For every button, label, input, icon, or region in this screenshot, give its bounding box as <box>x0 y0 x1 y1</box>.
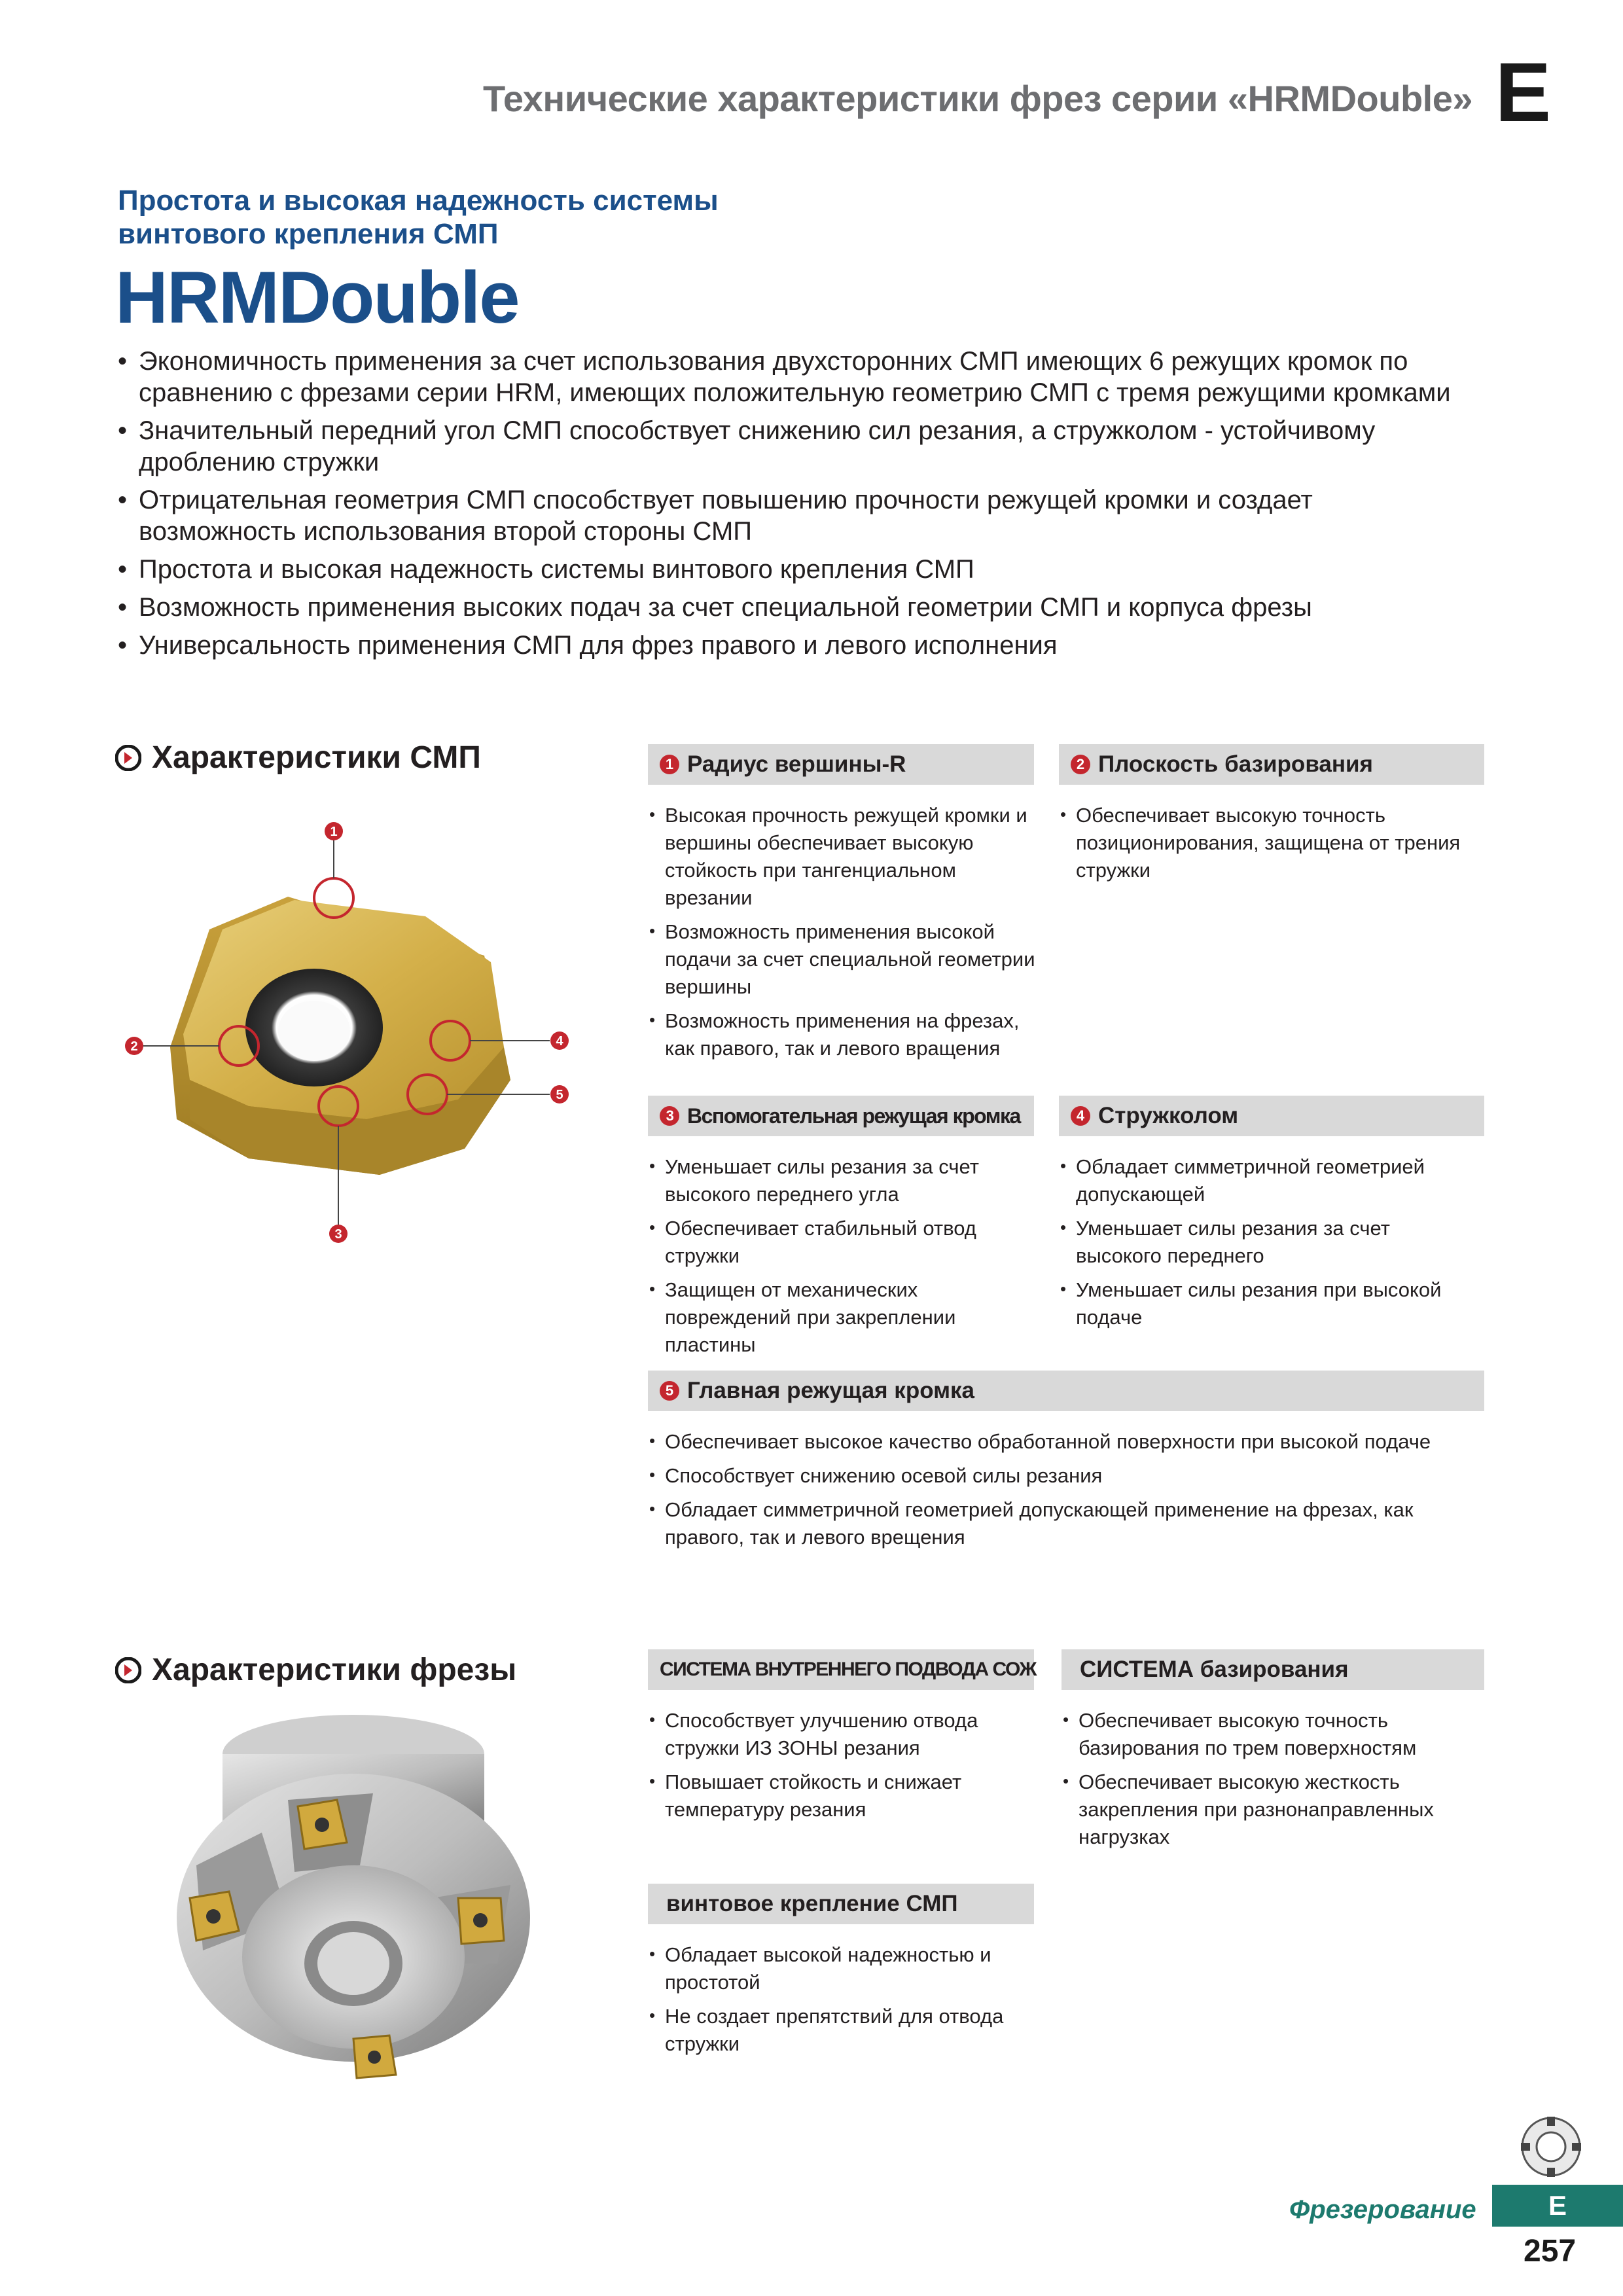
subtitle-line-2: винтового крепления СМП <box>118 218 499 250</box>
intro-bullet: • Возможность применения высоких подач за счет специальной геометрии СМП и корпуса фрезы <box>118 592 1459 623</box>
feature-item: • Возможность применения на фрезах, как правого, так и левого вращения <box>648 1007 1041 1062</box>
feature-header-5 <box>648 1371 1484 1411</box>
feature-title: СИСТЕМА ВНУТРЕННЕГО ПОДВОДА СОЖ <box>660 1659 1037 1680</box>
feature-list-5 <box>648 1428 1492 1558</box>
feature-title: Главная режущая кромка <box>687 1378 974 1403</box>
feature-list-4 <box>1059 1153 1478 1338</box>
cutter-section-title: Характеристики фрезы <box>152 1653 517 1687</box>
cutter-feature-header-2 <box>1061 1649 1484 1690</box>
footer-category: Фрезерование <box>1289 2195 1476 2224</box>
feature-number-badge: 3 <box>660 1106 679 1126</box>
page-number: 257 <box>1524 2234 1577 2269</box>
intro-bullet: • Значительный передний угол СМП способствует снижению сил резания, а стружколом - устойчивому дроблению стружки <box>118 415 1459 478</box>
feature-number-badge: 4 <box>1071 1106 1090 1126</box>
feature-item: • Обеспечивает высокую точность базирования по трем поверхностям <box>1061 1707 1480 1762</box>
arrow-circle-icon <box>115 745 141 771</box>
feature-title: СИСТЕМА базирования <box>1080 1657 1349 1682</box>
subtitle-line-1: Простота и высокая надежность системы <box>118 185 719 217</box>
feature-header-1 <box>648 744 1034 785</box>
insert-screw <box>315 1818 329 1832</box>
callout-number-3: 3 <box>334 1227 342 1242</box>
cutter-feature-header-1 <box>648 1649 1037 1690</box>
feature-item: • Обладает высокой надежностью и простотой <box>648 1941 1041 1996</box>
feature-item: • Способствует улучшению отвода стружки ИЗ ЗОНЫ резания <box>648 1707 1041 1762</box>
feature-title: Вспомогательная режущая кромка <box>687 1103 1020 1128</box>
cutter-feature-list-3 <box>648 1941 1041 2064</box>
feature-item: • Возможность применения высокой подачи за счет специальной геометрии вершины <box>648 918 1041 1001</box>
feature-item: • Способствует снижению осевой силы резания <box>648 1462 1492 1490</box>
feature-list-1 <box>648 802 1041 1069</box>
intro-bullet: • Универсальность применения СМП для фрез правого и левого исполнения <box>118 630 1459 661</box>
insert-screw <box>368 2051 381 2064</box>
footer-section-tab: E <box>1492 2185 1623 2227</box>
feature-number-badge: 5 <box>660 1381 679 1401</box>
feature-header-2 <box>1059 744 1484 785</box>
page-header-title: Технические характеристики фрез серии «HRMDouble» <box>482 78 1472 119</box>
cutter-section-heading <box>115 1652 516 1688</box>
cutter-feature-list-2 <box>1061 1707 1480 1857</box>
intro-bullet-list <box>118 346 1459 668</box>
insert-screw <box>473 1913 488 1928</box>
feature-item: • Обеспечивает стабильный отвод стружки <box>648 1215 1041 1270</box>
feature-title: винтовое крепление СМП <box>666 1891 958 1916</box>
feature-item: • Уменьшает силы резания за счет высокого переднего угла <box>648 1153 1041 1208</box>
callout-number-1: 1 <box>330 825 338 839</box>
feature-header-3 <box>648 1096 1034 1136</box>
feature-item: • Обеспечивает высокую жесткость закрепления при разнонаправленных нагрузках <box>1061 1768 1480 1851</box>
feature-header-4 <box>1059 1096 1484 1136</box>
insert-section-heading <box>115 740 481 776</box>
feature-number-badge: 2 <box>1071 755 1090 774</box>
feature-item: • Уменьшает силы резания за счет высокого переднего <box>1059 1215 1478 1270</box>
brand-title: HRMDouble <box>115 257 519 338</box>
callout-number-5: 5 <box>556 1088 563 1102</box>
feature-title: Радиус вершины-R <box>687 751 906 777</box>
feature-item: • Не создает препятствий для отвода стружки <box>648 2003 1041 2058</box>
feature-item: • Повышает стойкость и снижает температуру резания <box>648 1768 1041 1823</box>
callout-number-4: 4 <box>556 1034 563 1049</box>
insert-hole-bore <box>278 1001 350 1061</box>
footer-cutter-icon <box>1518 2114 1584 2179</box>
feature-title: Плоскость базирования <box>1098 751 1373 777</box>
intro-bullet: • Отрицательная геометрия СМП способствует повышению прочности режущей кромки и создает возможность использования второй стороны СМП <box>118 484 1459 547</box>
feature-item: • Обеспечивает высокую точность позиционирования, защищена от трения стружки <box>1059 802 1478 884</box>
intro-bullet: • Простота и высокая надежность системы винтового крепления СМП <box>118 554 1459 585</box>
milling-cutter-illustration <box>157 1702 537 2081</box>
intro-bullet: • Экономичность применения за счет использования двухсторонних СМП имеющих 6 режущих кромок по сравнению с фрезами серии HRM, имеющих положительную геометрию СМП с тремя режущими кромками <box>118 346 1459 408</box>
cutter-feature-list-1 <box>648 1707 1041 1830</box>
feature-item: • Высокая прочность режущей кромки и вершины обеспечивает высокую стойкость при тангенциальном врезании <box>648 802 1041 912</box>
insert-illustration <box>118 812 589 1244</box>
feature-item: • Обеспечивает высокое качество обработанной поверхности при высокой подаче <box>648 1428 1492 1456</box>
insert-section-title: Характеристики СМП <box>152 740 481 775</box>
feature-item: • Защищен от механических повреждений при закреплении пластины <box>648 1276 1041 1359</box>
feature-list-2 <box>1059 802 1478 891</box>
feature-title: Стружколом <box>1098 1103 1239 1128</box>
feature-item: • Обладает симметричной геометрией допускающей <box>1059 1153 1478 1208</box>
callout-number-2: 2 <box>130 1039 138 1054</box>
arrow-circle-icon <box>115 1657 141 1683</box>
feature-number-badge: 1 <box>660 755 679 774</box>
cutter-center-bore-inner <box>317 1932 389 1995</box>
cutter-feature-header-3 <box>648 1884 1034 1924</box>
section-letter: E <box>1495 46 1551 139</box>
feature-item: • Уменьшает силы резания при высокой подаче <box>1059 1276 1478 1331</box>
feature-item: • Обладает симметричной геометрией допускающей применение на фрезах, как правого, так и левого врещения <box>648 1496 1492 1551</box>
feature-list-3 <box>648 1153 1041 1365</box>
insert-screw <box>206 1909 221 1924</box>
